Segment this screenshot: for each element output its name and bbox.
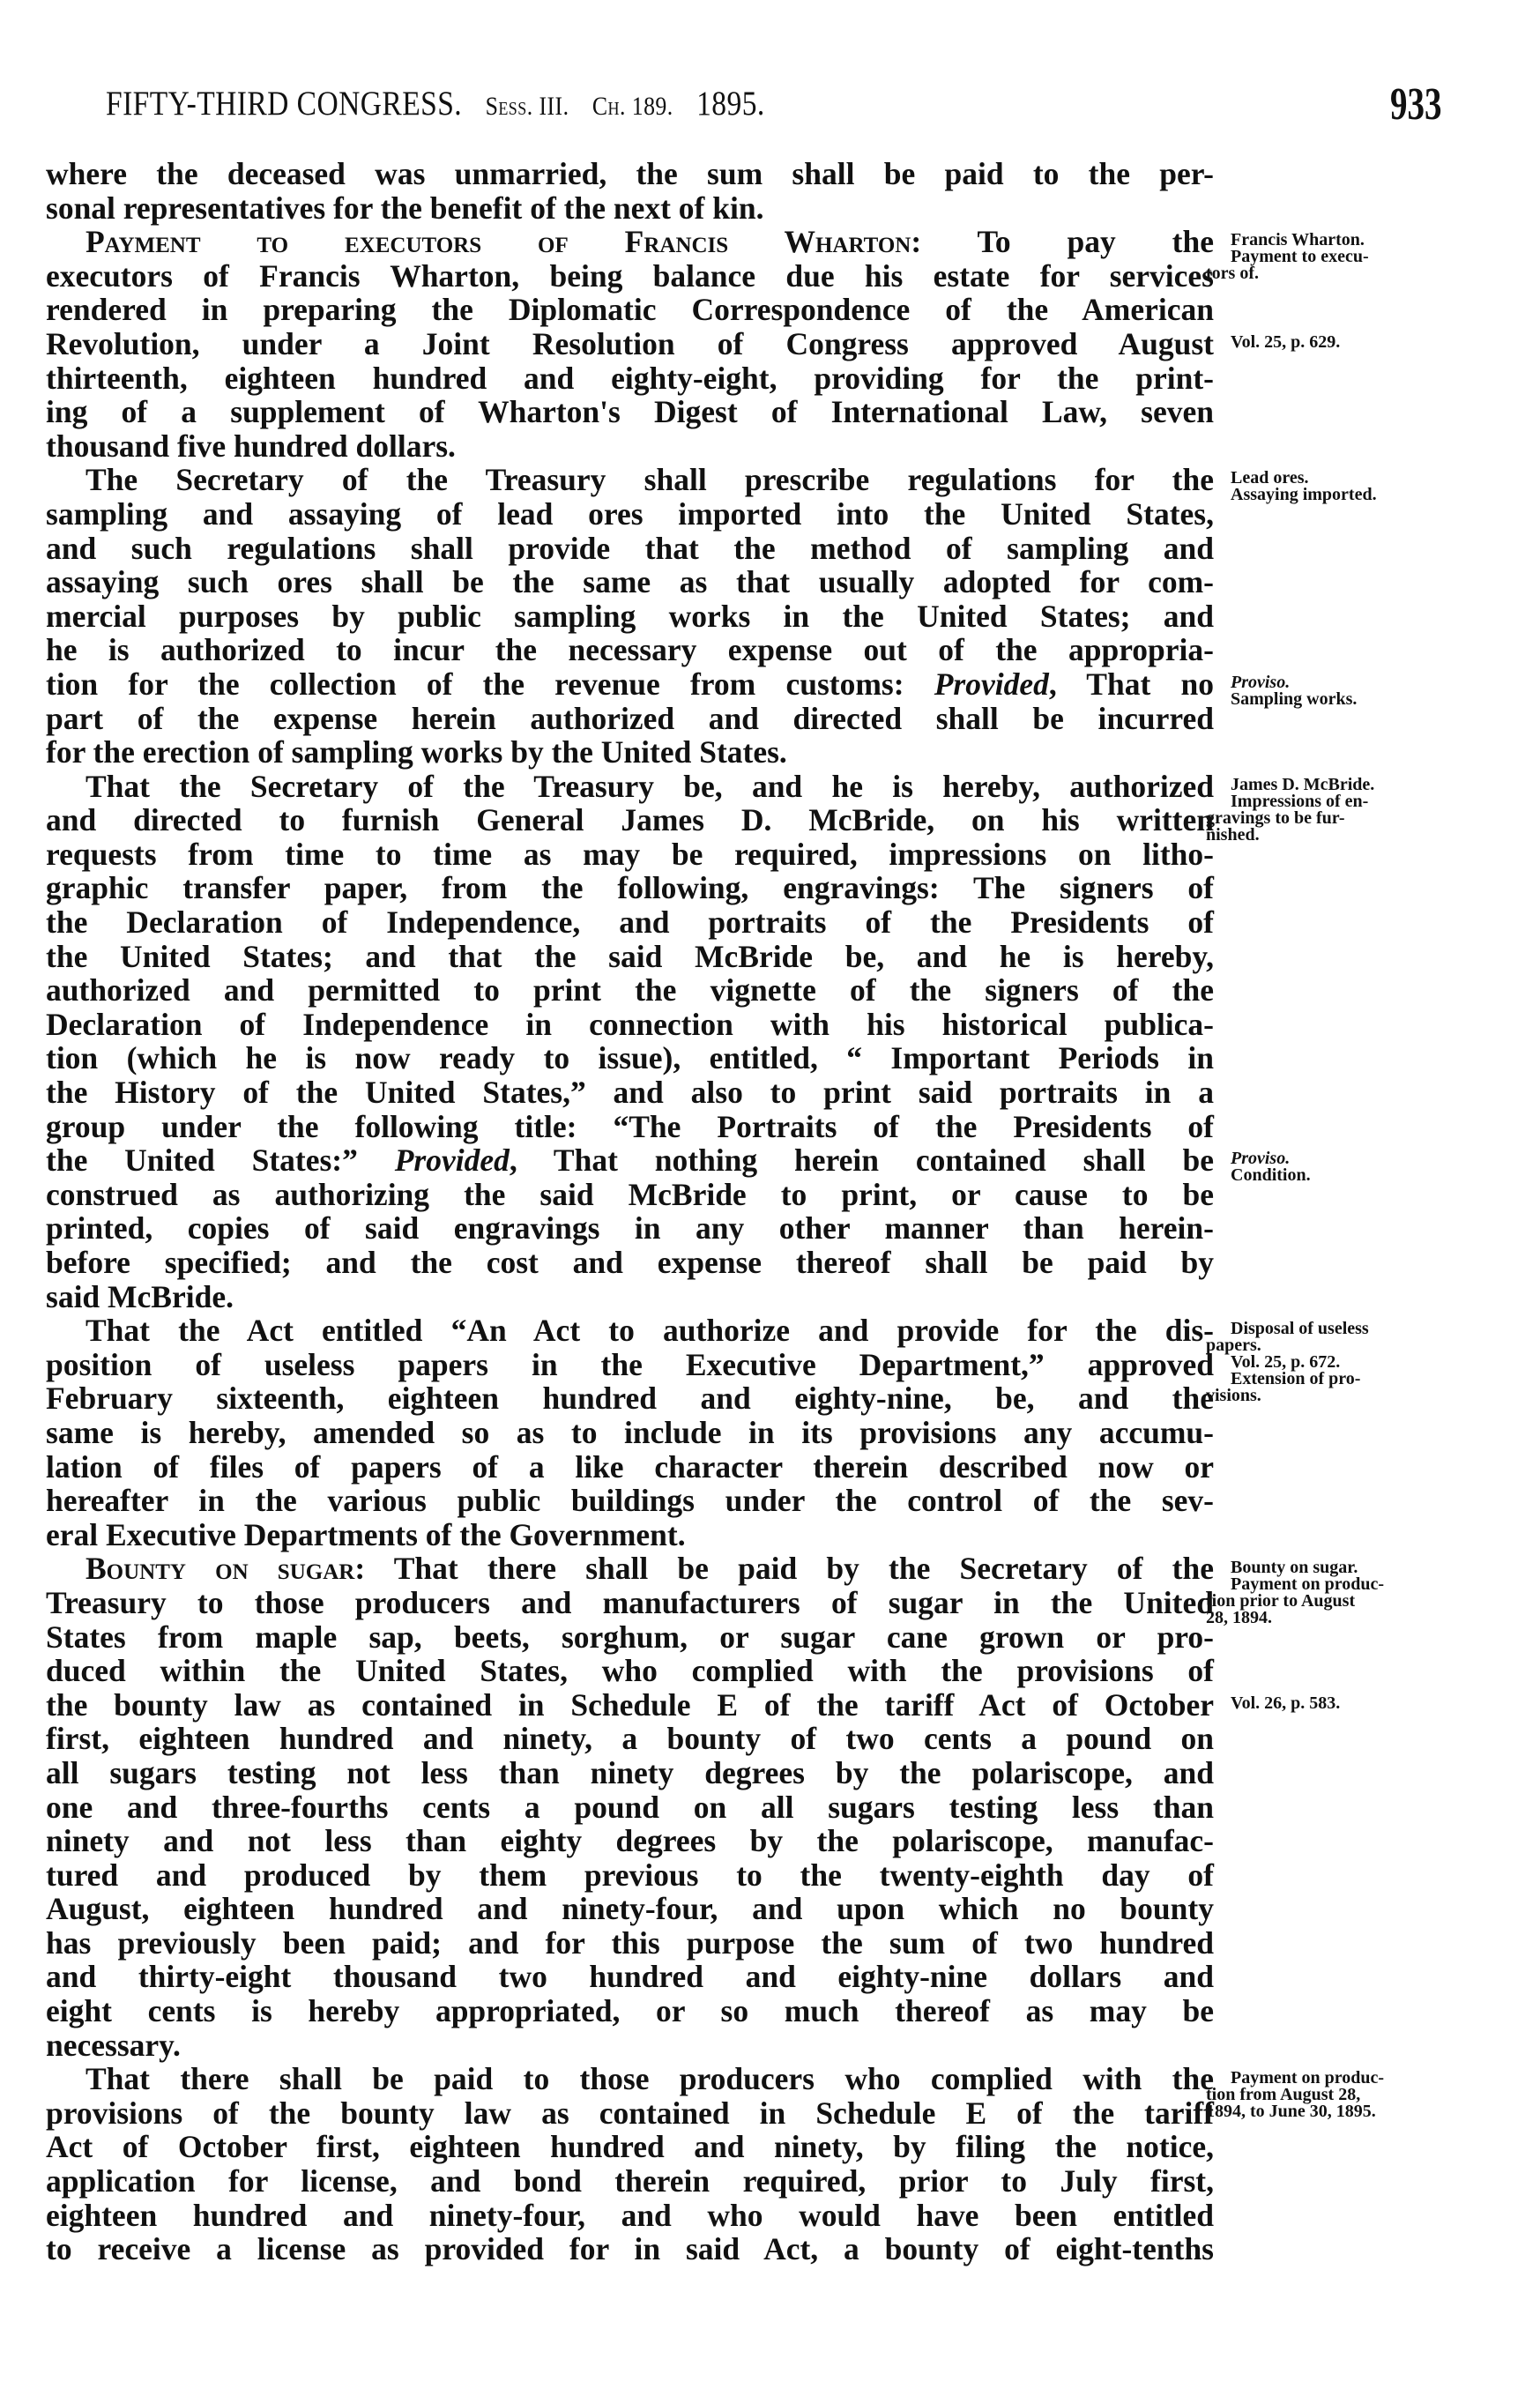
text-line: he is authorized to incur the necessary expense out of the appropria- xyxy=(46,632,1214,668)
text-line: hereafter in the various public buildings under the control of the sev- xyxy=(46,1483,1214,1519)
section-heading-smallcaps: Bounty on sugar: xyxy=(86,1551,366,1587)
text-line: mercial purposes by public sampling works in the United States; and xyxy=(46,598,1214,634)
text-line: printed, copies of said engravings in any other manner than herein- xyxy=(46,1210,1214,1247)
text-line: tion for the collection of the revenue from customs: Provided, That no xyxy=(46,666,1214,702)
margin-note-line: Condition. xyxy=(1231,1165,1311,1186)
text-line: That the Secretary of the Treasury be, and he is hereby, authorized xyxy=(86,768,1214,804)
text-line: provisions of the bounty law as contained in Schedule E of the tariff xyxy=(46,2095,1214,2131)
text-line: Declaration of Independence in connection with his historical publica- xyxy=(46,1006,1214,1042)
margin-note xyxy=(1206,774,1462,845)
margin-note-line: Impressions of en- xyxy=(1231,791,1369,811)
margin-note-line: Lead ores. xyxy=(1231,468,1309,488)
text-line: lation of files of papers of a like character therein described now or xyxy=(46,1448,1214,1485)
congress-label: FIFTY-THIRD CONGRESS. xyxy=(106,85,463,123)
text-line: construed as authorizing the said McBride to print, or cause to be xyxy=(46,1176,1214,1212)
text-line: Revolution, under a Joint Resolution of Congress approved August xyxy=(46,325,1214,361)
running-head-title xyxy=(106,84,765,123)
text-line: the United States:” Provided, That nothing herein contained shall be xyxy=(46,1142,1214,1179)
text-line: requests from time to time as may be required, impressions on litho- xyxy=(46,836,1214,872)
margin-note-line: tion prior to August xyxy=(1206,1590,1356,1611)
running-header xyxy=(0,79,1540,130)
text-line: necessary. xyxy=(46,2027,181,2063)
text-line: position of useless papers in the Executive Department,” approved xyxy=(46,1346,1214,1382)
session-label: Sess. III. xyxy=(485,92,569,121)
margin-note-line: gravings to be fur- xyxy=(1206,807,1345,828)
section-heading-smallcaps: Payment to executors of Francis Wharton: xyxy=(86,224,922,260)
margin-note xyxy=(1206,1559,1462,1626)
text-line: thirteenth, eighteen hundred and eighty-eight, providing for the print- xyxy=(46,360,1214,396)
margin-note-line: 1894, to June 30, 1895. xyxy=(1206,2101,1376,2121)
text-line: Treasury to those producers and manufacturers of sugar in the United xyxy=(46,1584,1214,1620)
margin-note xyxy=(1206,1695,1462,1712)
text-line: sampling and assaying of lead ores imported into the United States, xyxy=(46,495,1214,532)
text-line: tured and produced by them previous to the twenty-eighth day of xyxy=(46,1857,1214,1893)
margin-note xyxy=(1206,232,1462,282)
text-line: the History of the United States,” and also to print said portraits in a xyxy=(46,1075,1214,1111)
margin-note-line: Extension of pro- xyxy=(1231,1369,1361,1389)
text-line: has previously been paid; and for this purpose the sum of two hundred xyxy=(46,1924,1214,1961)
margin-note-line: Sampling works. xyxy=(1231,689,1358,709)
text-line: Payment to executors of Francis Wharton: To pay the xyxy=(86,224,1215,260)
text-line: eighteen hundred and ninety-four, and who would have been entitled xyxy=(46,2197,1214,2233)
text-line: before specified; and the cost and expense thereof shall be paid by xyxy=(46,1245,1214,1280)
proviso-italic: Provided xyxy=(934,666,1049,702)
margin-note xyxy=(1206,470,1462,503)
margin-note-line: Bounty on sugar. xyxy=(1231,1557,1358,1577)
text-line: duced within the United States, who complied with the provisions of xyxy=(46,1653,1214,1689)
text-line: graphic transfer paper, from the following, engravings: The signers of xyxy=(46,870,1214,906)
margin-note xyxy=(1206,1150,1462,1184)
text-line: thousand five hundred dollars. xyxy=(46,428,456,464)
text-line: Act of October first, eighteen hundred and ninety, by filing the notice, xyxy=(46,2129,1214,2165)
margin-note-line: Vol. 25, p. 672. xyxy=(1231,1352,1341,1373)
text-line: That there shall be paid to those producers who complied with the xyxy=(86,2061,1214,2097)
margin-note-line: tors of. xyxy=(1206,264,1259,284)
margin-note-line: visions. xyxy=(1206,1386,1261,1406)
margin-note xyxy=(1206,2067,1462,2121)
text-line: same is hereby, amended so as to include in its provisions any accumu- xyxy=(46,1414,1214,1450)
margin-note xyxy=(1206,1321,1462,1404)
text-line: The Secretary of the Treasury shall prescribe regulations for the xyxy=(86,462,1214,498)
text-line: eight cents is hereby appropriated, or so much thereof as may be xyxy=(46,1993,1214,2029)
text-line: executors of Francis Wharton, being balance due his estate for services xyxy=(46,257,1214,294)
text-line: the United States; and that the said McBride be, and he is hereby, xyxy=(46,938,1214,974)
margin-note-line: Proviso. xyxy=(1231,673,1291,692)
margin-note-line: Vol. 25, p. 629. xyxy=(1231,332,1341,352)
text-line: August, eighteen hundred and ninety-four, and upon which no bounty xyxy=(46,1891,1214,1927)
margin-note-line: Proviso. xyxy=(1231,1149,1291,1169)
text-line: rendered in preparing the Diplomatic Correspondence of the American xyxy=(46,292,1214,328)
text-line: ing of a supplement of Wharton's Digest of International Law, seven xyxy=(46,394,1214,430)
text-line: Bounty on sugar: That there shall be paid by the Secretary of the xyxy=(86,1551,1214,1587)
margin-note-line: Payment on produc- xyxy=(1231,2067,1385,2088)
text-line: the Declaration of Independence, and portraits of the Presidents of xyxy=(46,904,1214,941)
text-line: and such regulations shall provide that the method of sampling and xyxy=(46,530,1214,566)
text-line: part of the expense herein authorized and directed shall be incurred xyxy=(46,700,1214,736)
text-line: That the Act entitled “An Act to authorize and provide for the dis- xyxy=(86,1313,1214,1349)
margin-note-line: papers. xyxy=(1206,1336,1261,1356)
margin-note-line: Payment on produc- xyxy=(1231,1574,1385,1594)
margin-note-line: Payment to execu- xyxy=(1231,247,1369,267)
text-line: said McBride. xyxy=(46,1278,234,1314)
text-line: where the deceased was unmarried, the sum shall be paid to the per- xyxy=(46,156,1214,191)
statute-text-column xyxy=(46,157,1214,2266)
text-line: authorized and permitted to print the vignette of the signers of the xyxy=(46,972,1214,1008)
text-line: group under the following title: “The Portraits of the Presidents of xyxy=(46,1108,1214,1144)
text-line: sonal representatives for the benefit of the next of kin. xyxy=(46,190,764,226)
text-line: first, eighteen hundred and ninety, a bounty of two cents a pound on xyxy=(46,1721,1214,1757)
text-line: assaying such ores shall be the same as that usually adopted for com- xyxy=(46,564,1214,600)
margin-note-line: Vol. 26, p. 583. xyxy=(1231,1693,1341,1713)
margin-note xyxy=(1206,674,1462,708)
margin-note-line: Assaying imported. xyxy=(1231,485,1377,505)
margin-note xyxy=(1206,334,1462,351)
proviso-italic: Provided xyxy=(394,1142,510,1179)
text-line: the bounty law as contained in Schedule E of the tariff Act of October xyxy=(46,1686,1214,1723)
text-line: application for license, and bond therein required, prior to July first, xyxy=(46,2163,1214,2199)
text-line: tion (which he is now ready to issue), entitled, “ Important Periods in xyxy=(46,1040,1214,1076)
margin-note-line: 28, 1894. xyxy=(1206,1607,1272,1627)
text-line: ninety and not less than eighty degrees by the polariscope, manufac- xyxy=(46,1823,1214,1859)
text-line: for the erection of sampling works by the United States. xyxy=(46,734,787,770)
text-line: States from maple sap, beets, sorghum, or sugar cane grown or pro- xyxy=(46,1619,1214,1655)
text-line: one and three-fourths cents a pound on all sugars testing less than xyxy=(46,1789,1214,1825)
text-line: and thirty-eight thousand two hundred and eighty-nine dollars and xyxy=(46,1959,1214,1995)
margin-note-line: Disposal of useless xyxy=(1231,1319,1369,1339)
margin-note-line: tion from August 28, xyxy=(1206,2084,1361,2104)
chapter-label: Ch. 189. xyxy=(591,92,673,121)
text-line: eral Executive Departments of the Government. xyxy=(46,1516,686,1552)
text-line: and directed to furnish General James D. McBride, on his written xyxy=(46,802,1214,838)
page-number: 933 xyxy=(1390,79,1442,130)
margin-note-line: James D. McBride. xyxy=(1231,774,1375,794)
margin-note-line: nished. xyxy=(1206,824,1260,845)
text-line: all sugars testing not less than ninety degrees by the polariscope, and xyxy=(46,1754,1214,1790)
text-line: to receive a license as provided for in said Act, a bounty of eight-tenths xyxy=(46,2231,1214,2267)
text-line: February sixteenth, eighteen hundred and eighty-nine, be, and the xyxy=(46,1381,1214,1417)
year-label: 1895. xyxy=(696,85,765,123)
margin-note-line: Francis Wharton. xyxy=(1231,230,1365,250)
